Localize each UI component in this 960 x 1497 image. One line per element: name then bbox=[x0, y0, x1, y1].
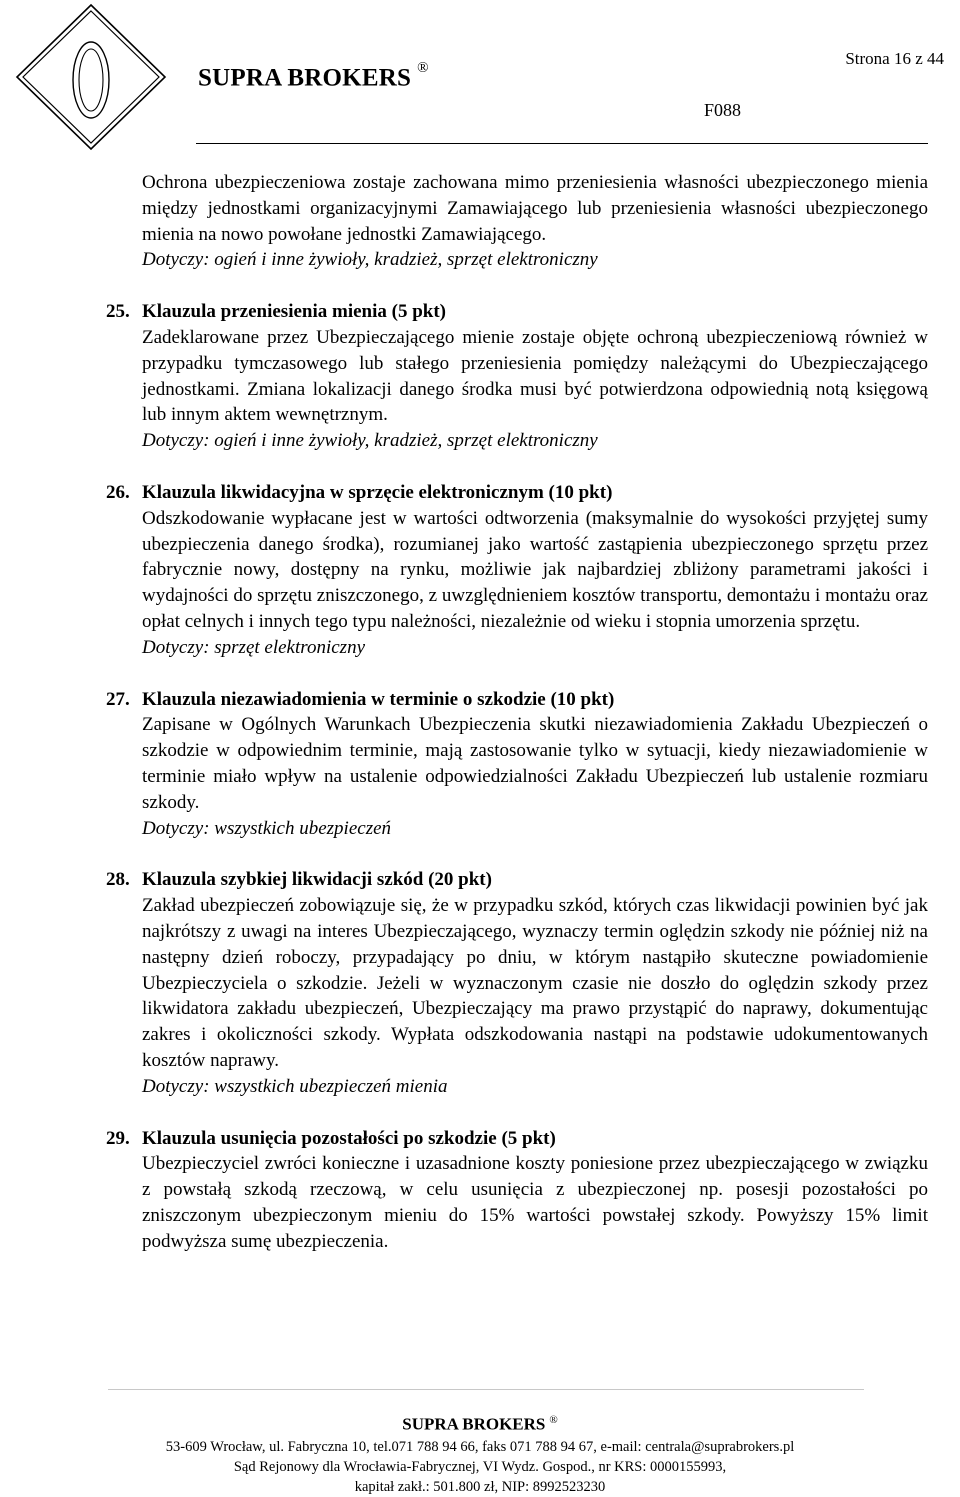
clause-heading bbox=[106, 1126, 928, 1152]
clause-number: 28. bbox=[106, 869, 130, 891]
clause-body: Zapisane w Ogólnych Warunkach Ubezpieczenia skutki niezawiadomienia Zakładu Ubezpieczeń o szkodzie w odpowiednim terminie, mają zastosowanie tylko w sytuacji, kiedy niezawiadomienie w terminie miało wpływ na ustalenie odpowiedzialności Zakładu Ubezpieczeń lub ustalenie rozmiaru szkody. bbox=[142, 714, 928, 813]
clause-28 bbox=[106, 867, 928, 1099]
registered-mark: ® bbox=[549, 1414, 558, 1426]
form-code: F088 bbox=[704, 100, 742, 120]
clause-title: Klauzula niezawiadomienia w terminie o szkodzie (10 pkt) bbox=[142, 688, 615, 710]
clause-applies: Dotyczy: sprzęt elektroniczny bbox=[142, 636, 365, 658]
clause-27 bbox=[106, 687, 928, 842]
footer-brand: SUPRA BROKERS ® bbox=[402, 1414, 558, 1434]
footer-divider bbox=[108, 1389, 864, 1390]
header-brand: SUPRA BROKERS ® bbox=[198, 60, 429, 92]
intro-applies: Dotyczy: ogień i inne żywioły, kradzież, sprzęt elektroniczny bbox=[142, 249, 598, 271]
clause-26 bbox=[106, 480, 928, 661]
clause-title: Klauzula przeniesienia mienia (5 pkt) bbox=[142, 301, 446, 323]
document-body bbox=[106, 170, 928, 1254]
clause-number: 26. bbox=[106, 481, 130, 503]
clause-title: Klauzula likwidacyjna w sprzęcie elektronicznym (10 pkt) bbox=[142, 481, 613, 503]
clause-number: 25. bbox=[106, 301, 130, 323]
clause-heading bbox=[106, 867, 928, 893]
registered-mark: ® bbox=[417, 60, 429, 76]
intro-section bbox=[142, 170, 928, 273]
clause-applies: Dotyczy: wszystkich ubezpieczeń mienia bbox=[142, 1075, 448, 1097]
clause-heading bbox=[106, 687, 928, 713]
page-footer bbox=[0, 1408, 960, 1497]
clause-body: Zadeklarowane przez Ubezpieczającego mienie zostaje objęte ochroną ubezpieczeniową również w przypadku tymczasowego lub stałego przeniesienia pomiędzy należącymi do Ubezpieczającego jednostkami. Zmiana lokalizacji danego środka musi być potwierdzona odpowiednią notą księgową lub innym aktem wewnętrznym. bbox=[142, 326, 928, 426]
clause-25 bbox=[106, 299, 928, 454]
clause-body: Odszkodowanie wypłacane jest w wartości odtworzenia (maksymalnie do wysokości przyjętej sumy ubezpieczenia danego środka), rozumianej jako wartość zastąpienia ubezpieczonego sprzętu przez fabrycznie nowy, dostępny na rynku, możliwie jak najbardziej zbliżony parametrami jakości i wydajności do sprzętu zniszczonego, z uwzględnieniem kosztów transportu, demontażu i montażu oraz opłat celnych i innych tego typu należności, niezależnie od wieku i stopnia umorzenia sprzętu. bbox=[142, 507, 928, 632]
clause-heading bbox=[106, 299, 928, 325]
intro-text: Ochrona ubezpieczeniowa zostaje zachowana mimo przeniesienia własności ubezpieczonego mienia między jednostkami organizacyjnymi Zamawiającego lub przeniesienia własności ubezpieczonego mienia na nowo powołane jednostki Zamawiającego. bbox=[142, 172, 928, 245]
clause-number: 29. bbox=[106, 1127, 130, 1149]
clause-29 bbox=[106, 1126, 928, 1255]
clause-applies: Dotyczy: ogień i inne żywioły, kradzież, sprzęt elektroniczny bbox=[142, 430, 598, 452]
clause-applies: Dotyczy: wszystkich ubezpieczeń bbox=[142, 817, 392, 839]
clause-number: 27. bbox=[106, 688, 130, 710]
footer-registry: Sąd Rejonowy dla Wrocławia-Fabrycznej, VI Wydz. Gospod., nr KRS: 0000155993, bbox=[233, 1458, 727, 1475]
page-number: Strona 16 z 44 bbox=[845, 49, 944, 68]
clause-title: Klauzula szybkiej likwidacji szkód (20 pkt) bbox=[142, 869, 492, 891]
clause-heading bbox=[106, 480, 928, 506]
clause-body: Ubezpieczyciel zwróci konieczne i uzasadnione koszty poniesione przez ubezpieczającego w związku z powstałą szkodą rzeczową, w celu usunięcia z ubezpieczonej np. posesji pozostałości po zniszczonym ubezpieczonym mieniu do 15% wartości powstałej szkody. Powyższy 15% limit podwyższa sumę ubezpieczenia. bbox=[142, 1153, 928, 1252]
clause-title: Klauzula usunięcia pozostałości po szkodzie (5 pkt) bbox=[142, 1127, 556, 1149]
diamond-ring-logo-icon bbox=[12, 2, 170, 152]
clause-body: Zakład ubezpieczeń zobowiązuje się, że w przypadku szkód, których czas likwidacji powinien być jak najkrótszy z uwagi na interes Ubezpieczającego, wyznaczy termin oględzin szkody nie później niż na następny dzień roboczy, przypadający po dniu, w którym nastąpiło skuteczne powiadomienie Ubezpieczyciela o szkodzie. Jeżeli w wyznaczonym czasie nie doszło do oględzin szkody przez likwidatora zakładu ubezpieczeń, Ubezpieczający ma prawo przystąpić do naprawy, dokumentując zakres i okoliczności szkody. Wypłata odszkodowania nastąpi na podstawie udokumentowanych kosztów naprawy. bbox=[142, 895, 928, 1071]
footer-capital: kapitał zakł.: 501.800 zł, NIP: 8992523230 bbox=[354, 1478, 606, 1495]
header-divider bbox=[196, 143, 928, 144]
footer-address: 53-609 Wrocław, ul. Fabryczna 10, tel.071 788 94 66, faks 071 788 94 67, e-mail: centrala@suprabrokers.pl bbox=[165, 1438, 795, 1455]
